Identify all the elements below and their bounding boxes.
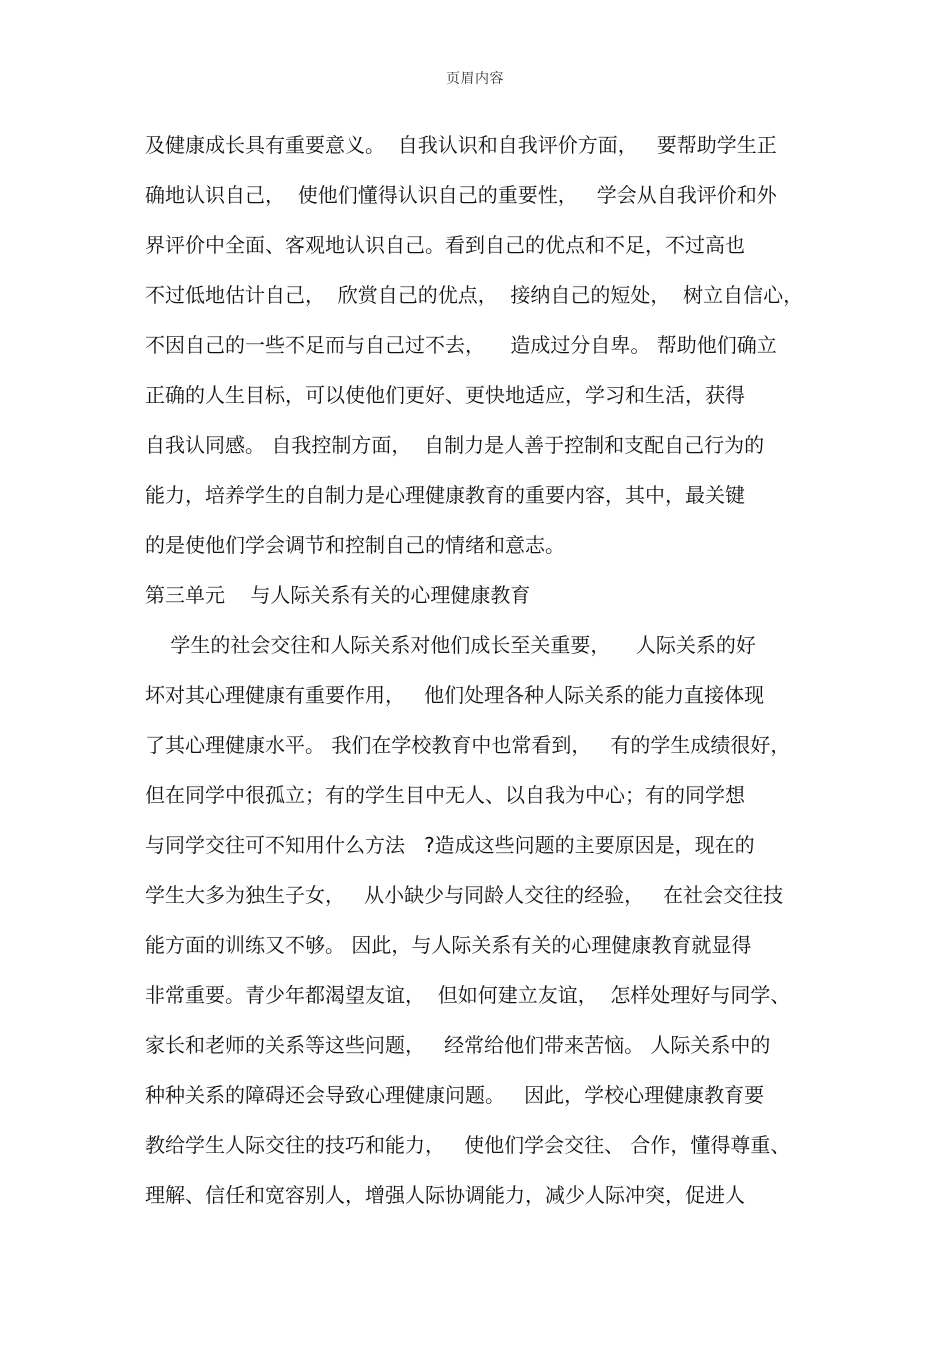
text-line: 能方面的训练又不够。 因此，与人际关系有关的心理健康教育就显得 [145, 933, 752, 957]
document-body [145, 120, 805, 1220]
text-line: 学生大多为独生子女， 从小缺少与同龄人交往的经验， 在社会交往技 [145, 883, 784, 907]
text-line: 但在同学中很孤立；有的学生目中无人、以自我为中心；有的同学想 [145, 783, 745, 807]
page-header: 页眉内容 [446, 71, 504, 87]
text-line: 家长和老师的关系等这些问题， 经常给他们带来苦恼。 人际关系中的 [145, 1033, 771, 1057]
text-line: 与同学交往可不知用什么方法 ?造成这些问题的主要原因是，现在的 [145, 833, 755, 857]
text-line: 了其心理健康水平。 我们在学校教育中也常看到， 有的学生成绩很好， [145, 733, 791, 757]
text-line: 坏对其心理健康有重要作用， 他们处理各种人际关系的能力直接体现 [145, 683, 765, 707]
text-line: 自我认同感。 自我控制方面， 自制力是人善于控制和支配自己行为的 [145, 433, 765, 457]
text-line: 理解、信任和宽容别人，增强人际协调能力，减少人际冲突，促进人 [145, 1183, 745, 1207]
text-line: 及健康成长具有重要意义。 自我认识和自我评价方面， 要帮助学生正 [145, 133, 777, 157]
section-heading: 第三单元 与人际关系有关的心理健康教育 [145, 583, 531, 607]
text-line: 教给学生人际交往的技巧和能力， 使他们学会交往、 合作，懂得尊重、 [145, 1133, 791, 1157]
text-line: 界评价中全面、客观地认识自己。看到自己的优点和不足，不过高也 [145, 233, 745, 257]
text-line: 正确的人生目标，可以使他们更好、更快地适应，学习和生活，获得 [145, 383, 745, 407]
text-line: 确地认识自己， 使他们懂得认识自己的重要性， 学会从自我评价和外 [145, 183, 777, 207]
text-line: 的是使他们学会调节和控制自己的情绪和意志。 [145, 533, 565, 557]
text-line: 种种关系的障碍还会导致心理健康问题。 因此，学校心理健康教育要 [145, 1083, 765, 1107]
text-line: 学生的社会交往和人际关系对他们成长至关重要， 人际关系的好 [145, 633, 756, 657]
text-line: 能力，培养学生的自制力是心理健康教育的重要内容，其中，最关键 [145, 483, 745, 507]
text-line: 非常重要。青少年都渴望友谊， 但如何建立友谊， 怎样处理好与同学、 [145, 983, 791, 1007]
text-line: 不因自己的一些不足而与自己过不去， 造成过分自卑。 帮助他们确立 [145, 333, 777, 357]
text-line: 不过低地估计自己， 欣赏自己的优点， 接纳自己的短处， 树立自信心， [145, 283, 804, 307]
